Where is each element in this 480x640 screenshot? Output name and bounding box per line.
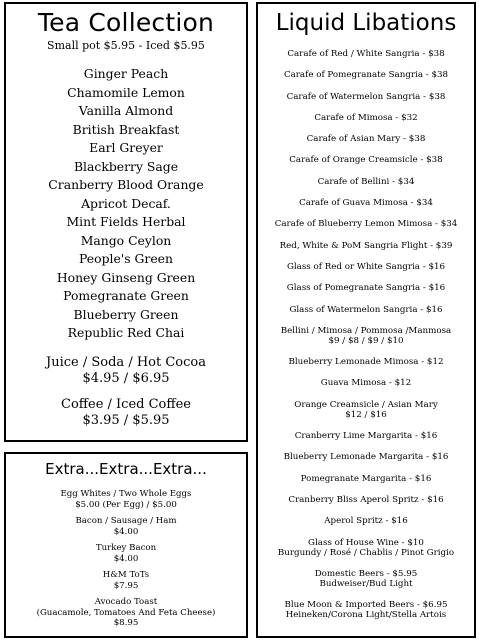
drink-subtext: $9 / $8 / $9 / $10 [328,335,404,346]
extra-item-name: Bacon / Sausage / Ham [75,516,177,526]
drink-item [258,474,474,484]
drink-item [258,283,474,293]
drink-item [258,134,474,144]
drink-text: Carafe of Watermelon Sangria - $38 [286,91,446,102]
drink-text: Carafe of Blueberry Lemon Mimosa - $34 [274,219,458,230]
tea-item: Apricot Decaf. [81,195,171,211]
extra-item-name: Turkey Bacon [95,543,157,553]
drink-item [258,357,474,367]
tea-item: Chamomile Lemon [67,84,185,100]
drink-item [258,326,474,346]
drink-item [258,538,474,558]
drink-item [258,113,474,123]
drink-text: Domestic Beers - $5.95 [314,568,418,579]
extra-item [6,543,246,564]
drink-item [258,198,474,208]
drink-text: Blue Moon & Imported Beers - $6.95 [284,600,448,611]
tea-item: Cranberry Blood Orange [48,177,204,192]
drink-subtext: Budweiser/Bud Light [319,578,413,589]
extra-item-price: $4.00 [113,526,139,537]
tea-item: Blueberry Green [73,306,179,322]
tea-collection-panel [4,2,248,442]
drink-item [258,305,474,315]
drink-item [258,241,474,251]
extra-item [6,570,246,591]
drink-text: Red, White & PoM Sangria Flight - $39 [279,240,453,251]
drink-text: Bellini / Mimosa / Pommosa /Manmosa [280,325,452,336]
extras-panel [4,452,248,638]
drink-text: Guava Mimosa - $12 [320,378,412,389]
drink-subtext: Burgundy / Rosé / Chablis / Pinot Grigio [277,547,455,558]
tea-item: Honey Ginseng Green [56,269,196,285]
tea-item: Vanilla Almond [78,103,174,118]
drink-item [258,400,474,420]
drink-text: Blueberry Lemonade Mimosa - $12 [288,357,444,368]
drink-item [258,155,474,165]
drink-item [258,431,474,441]
drink-text: Pomegranate Margarita - $16 [300,473,432,484]
tea-item: Blackberry Sage [73,158,179,174]
extra-item-price: $7.95 [113,580,139,591]
drinks-list [258,49,474,620]
extras-list [6,489,246,629]
drink-item [258,516,474,526]
extra-item [6,489,246,510]
drink-item [258,92,474,102]
drink-item [258,600,474,620]
liquid-libations-title: Liquid Libations [275,10,457,36]
coffee-price: $3.95 / $5.95 [82,412,170,428]
tea-item: People's Green [79,251,173,266]
drink-item [258,495,474,505]
liquid-libations-panel [256,2,476,638]
drink-text: Orange Creamsicle / Asian Mary [294,399,438,410]
extra-item-price: $4.00 [113,553,139,564]
drink-subtext: Heineken/Corona Light/Stella Artois [285,610,447,621]
drink-text: Cranberry Bliss Aperol Spritz - $16 [288,494,444,505]
drink-text: Carafe of Red / White Sangria - $38 [287,49,445,59]
extra-item-name: Avocado Toast [94,597,158,607]
tea-item: Mango Ceylon [80,232,172,248]
coffee-name: Coffee / Iced Coffee [61,396,191,412]
juice-soda-cocoa [6,355,246,387]
drink-item [258,49,474,59]
extra-item-price: $8.95 [113,618,139,628]
tea-item: Pomegranate Green [63,288,189,303]
juice-price: $4.95 / $6.95 [82,370,170,386]
drink-text: Carafe of Pomegranate Sangria - $38 [283,70,449,81]
tea-item: Republic Red Chai [67,325,185,340]
drink-text: Carafe of Mimosa - $32 [314,112,418,123]
extra-item [6,516,246,537]
tea-item: Ginger Peach [83,66,169,81]
drink-item [258,70,474,80]
drink-subtext: $12 / $16 [345,409,387,420]
drink-item [258,569,474,589]
tea-item: Mint Fields Herbal [66,214,186,229]
tea-item: Earl Greyer [89,140,163,155]
coffee-iced-coffee [6,397,246,429]
drink-text: Carafe of Guava Mimosa - $34 [299,198,433,209]
drink-text: Carafe of Asian Mary - $38 [306,134,426,145]
drink-text: Glass of Red or White Sangria - $16 [286,261,446,272]
drink-item [258,452,474,462]
extra-item [6,597,246,629]
juice-name: Juice / Soda / Hot Cocoa [46,354,206,370]
extra-item-name: H&M ToTs [102,570,150,580]
drink-item [258,378,474,388]
tea-item: British Breakfast [72,121,180,137]
extra-item-name: Egg Whites / Two Whole Eggs [60,489,192,499]
tea-collection-title: Tea Collection [37,8,215,37]
tea-list [6,65,246,343]
drink-text: Aperol Spritz - $16 [324,516,408,527]
drink-text: Glass of House Wine - $10 [308,537,424,548]
drink-text: Carafe of Orange Creamsicle - $38 [289,155,443,166]
drink-text: Glass of Pomegranate Sangria - $16 [286,283,446,294]
drink-text: Blueberry Lemonade Margarita - $16 [283,452,449,463]
drink-text: Carafe of Bellini - $34 [317,176,415,187]
drink-item [258,177,474,187]
drink-text: Cranberry Lime Margarita - $16 [294,431,438,442]
extra-item-price: $5.00 (Per Egg) / $5.00 [75,499,177,510]
extras-title: Extra...Extra...Extra... [45,460,207,478]
tea-pot-prices: Small pot $5.95 - Iced $5.95 [47,39,205,52]
drink-item [258,219,474,229]
drink-item [258,262,474,272]
drink-text: Glass of Watermelon Sangria - $16 [289,304,443,315]
extra-item-detail: (Guacamole, Tomatoes And Feta Cheese) [36,607,216,618]
